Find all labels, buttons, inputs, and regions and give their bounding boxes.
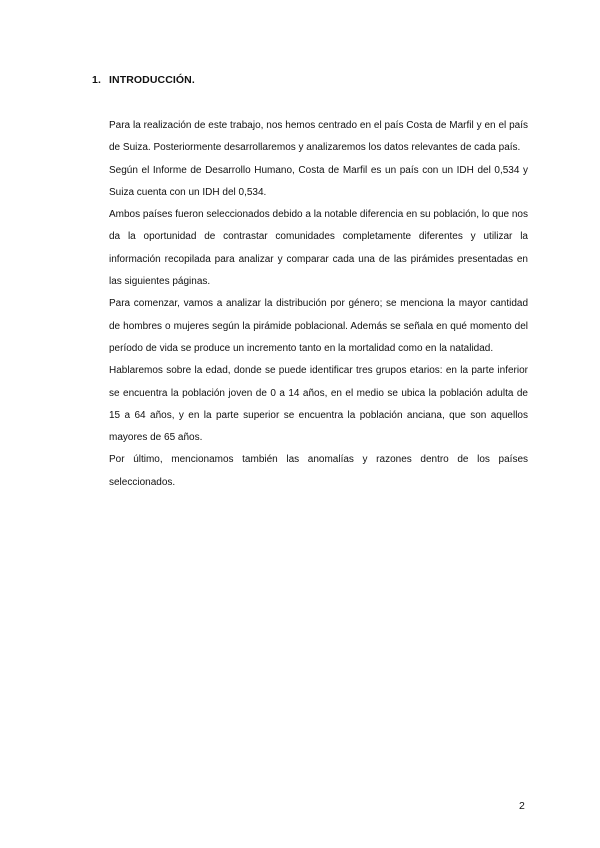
paragraph: Para comenzar, vamos a analizar la distribución por género; se menciona la mayor cantidad de hombres o mujeres según la pirámide poblacional. Además se señala en qué momento del período de vida se produce un incremento tanto en la mortalidad como en la natalidad. [109,298,528,354]
paragraph: Ambos países fueron seleccionados debido a la notable diferencia en su población, lo que nos da la oportunidad de contrastar comunidades completamente diferentes y utilizar la información recopilada para analizar y comparar cada una de las pirámides presentadas en las siguientes páginas. [109,209,528,288]
page-number: 2 [519,800,525,812]
paragraph: Por último, mencionamos también las anomalías y razones dentro de los países seleccionados. [109,454,528,488]
paragraph: Según el Informe de Desarrollo Humano, Costa de Marfil es un país con un IDH del 0,534 y Suiza cuenta con un IDH del 0,534. [109,164,528,198]
section-number: 1. [92,74,101,86]
body-text [109,115,528,494]
paragraph: Hablaremos sobre la edad, donde se puede identificar tres grupos etarios: en la parte inferior se encuentra la población joven de 0 a 14 años, en el medio se ubica la población adulta de 15 a 64 años, y en la parte superior se encuentra la población anciana, que son aquellos mayores de 65 años. [109,365,528,444]
section-heading [92,74,195,86]
section-title: INTRODUCCIÓN. [109,74,195,86]
paragraph: Para la realización de este trabajo, nos hemos centrado en el país Costa de Marfil y en el país de Suiza. Posteriormente desarrollaremos y analizaremos los datos relevantes de cada país. [109,120,528,154]
